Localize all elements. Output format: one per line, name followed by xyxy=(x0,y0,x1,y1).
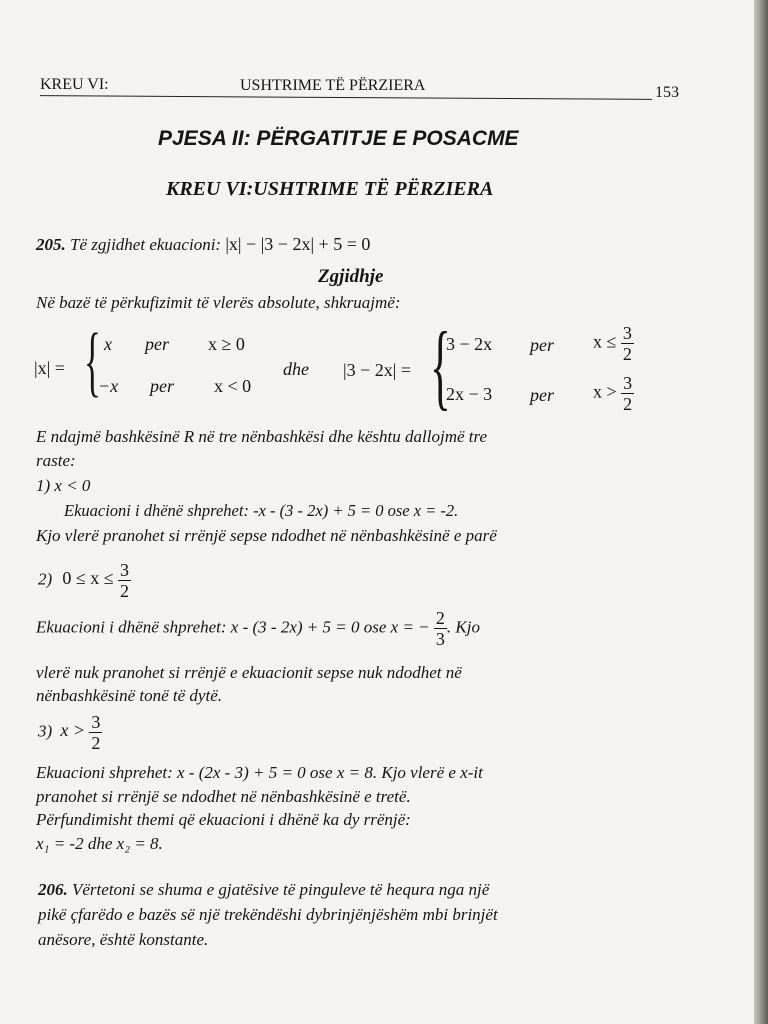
abs-x-case1-expr: x xyxy=(104,334,112,354)
problem-206-line-3: anësore, është konstante. xyxy=(38,930,209,949)
problem-206-line-2: pikë çfarëdo e bazës së një trekëndëshi dybrinjënjëshëm mbi brinjët xyxy=(38,905,498,924)
case2-equation xyxy=(36,608,480,649)
cond-text: 0 ≤ x ≤ xyxy=(62,568,114,589)
abs-b-lhs: |3 − 2x| = xyxy=(343,360,412,380)
numerator: 3 xyxy=(623,373,633,393)
equation-tail: . Kjo xyxy=(446,617,480,637)
case3-equation: Ekuacioni shprehet: x - (2x - 3) + 5 = 0 ose x = 8. Kjo vlerë e x-it xyxy=(36,763,483,782)
solution-intro: Në bazë të përkufizimit të vlerës absolute, shkruajmë: xyxy=(36,293,401,312)
book-spine-edge xyxy=(754,0,768,1024)
left-brace: { xyxy=(430,312,451,419)
final-roots: x₁ = -2 dhe x₂ = 8. xyxy=(36,834,163,853)
numerator: 3 xyxy=(622,323,632,343)
case1-conclusion: Kjo vlerë pranohet si rrënjë sepse ndodhet në nënbashkësinë e parë xyxy=(36,526,497,545)
case3-condition xyxy=(38,712,102,753)
case2-conclusion-1: vlerë nuk pranohet si rrënjë e ekuacionit sepse nuk ndodhet në xyxy=(36,663,462,682)
abs-x-case1-per: per xyxy=(145,334,169,354)
abs-b-case1-expr: 3 − 2x xyxy=(446,334,493,354)
cond-text: x > xyxy=(60,720,86,741)
abs-b-case2-expr: 2x − 3 xyxy=(446,384,493,404)
problem-equation: |x| − |3 − 2x| + 5 = 0 xyxy=(225,234,371,254)
problem-text: Të zgjidhet ekuacioni: xyxy=(70,235,222,254)
case2-condition xyxy=(38,560,131,601)
numerator: 3 xyxy=(91,712,101,732)
header-rule xyxy=(40,95,652,100)
cond-text: x ≤ xyxy=(593,331,617,352)
case1-equation: Ekuacioni i dhënë shprehet: -x - (3 - 2x) + 5 = 0 ose x = -2. xyxy=(64,501,459,520)
fraction xyxy=(434,608,447,649)
fraction xyxy=(118,560,131,601)
solution-heading: Zgjidhje xyxy=(318,266,384,287)
page-number: 153 xyxy=(655,84,679,101)
abs-x-case2-cond: x < 0 xyxy=(214,376,252,396)
fraction xyxy=(621,373,634,414)
header-section: USHTRIME TË PËRZIERA xyxy=(240,77,426,94)
fraction xyxy=(621,323,634,364)
abs-b-case1-cond xyxy=(593,323,634,364)
denominator: 3 xyxy=(435,629,445,649)
abs-b-case1-per: per xyxy=(530,335,554,355)
split-line-1: E ndajmë bashkësinë R në tre nënbashkësi dhe kështu dallojmë tre xyxy=(36,427,488,446)
denominator: 2 xyxy=(91,733,101,753)
fraction xyxy=(89,712,102,753)
split-line-2: raste: xyxy=(36,451,76,470)
case-label: 3) xyxy=(38,721,53,741)
problem-206-line-1 xyxy=(38,880,489,900)
final-statement: Përfundimisht themi që ekuacioni i dhënë ka dy rrënjë: xyxy=(36,810,411,829)
case-label: 2) xyxy=(38,569,53,589)
abs-b-case2-per: per xyxy=(530,385,554,405)
dhe-word: dhe xyxy=(283,359,309,379)
problem-number: 205. xyxy=(36,235,66,254)
denominator: 2 xyxy=(623,394,633,414)
problem-number: 206. xyxy=(38,880,68,899)
abs-x-case2-expr: −x xyxy=(98,376,119,396)
part-title: PJESA II: PËRGATITJE E POSACME xyxy=(158,127,519,150)
header-chapter: KREU VI: xyxy=(40,76,109,93)
denominator: 2 xyxy=(119,581,129,601)
problem-text: Vërtetoni se shuma e gjatësive të pingulеve të hequra nga një xyxy=(72,880,490,899)
numerator: 3 xyxy=(119,560,129,580)
abs-x-case1-cond: x ≥ 0 xyxy=(208,334,245,354)
equation-text: Ekuacioni i dhënë shprehet: x - (3 - 2x) + 5 = 0 ose x = − xyxy=(36,617,430,637)
abs-x-case2-per: per xyxy=(150,376,174,396)
abs-x-lhs: |x| = xyxy=(34,358,65,378)
problem-205-statement xyxy=(36,234,370,255)
case1-label: 1) x < 0 xyxy=(36,476,91,495)
chapter-title: KREU VI:USHTRIME TË PËRZIERA xyxy=(166,178,494,200)
case3-conclusion: pranohet si rrënjë se ndodhet në nënbashkësinë e tretë. xyxy=(36,787,411,806)
abs-b-case2-cond xyxy=(593,373,634,414)
denominator: 2 xyxy=(622,344,632,364)
cond-text: x > xyxy=(593,381,617,402)
numerator: 2 xyxy=(435,608,445,628)
case2-conclusion-2: nënbashkësinë tonë të dytë. xyxy=(36,686,222,705)
left-brace: { xyxy=(84,317,101,404)
